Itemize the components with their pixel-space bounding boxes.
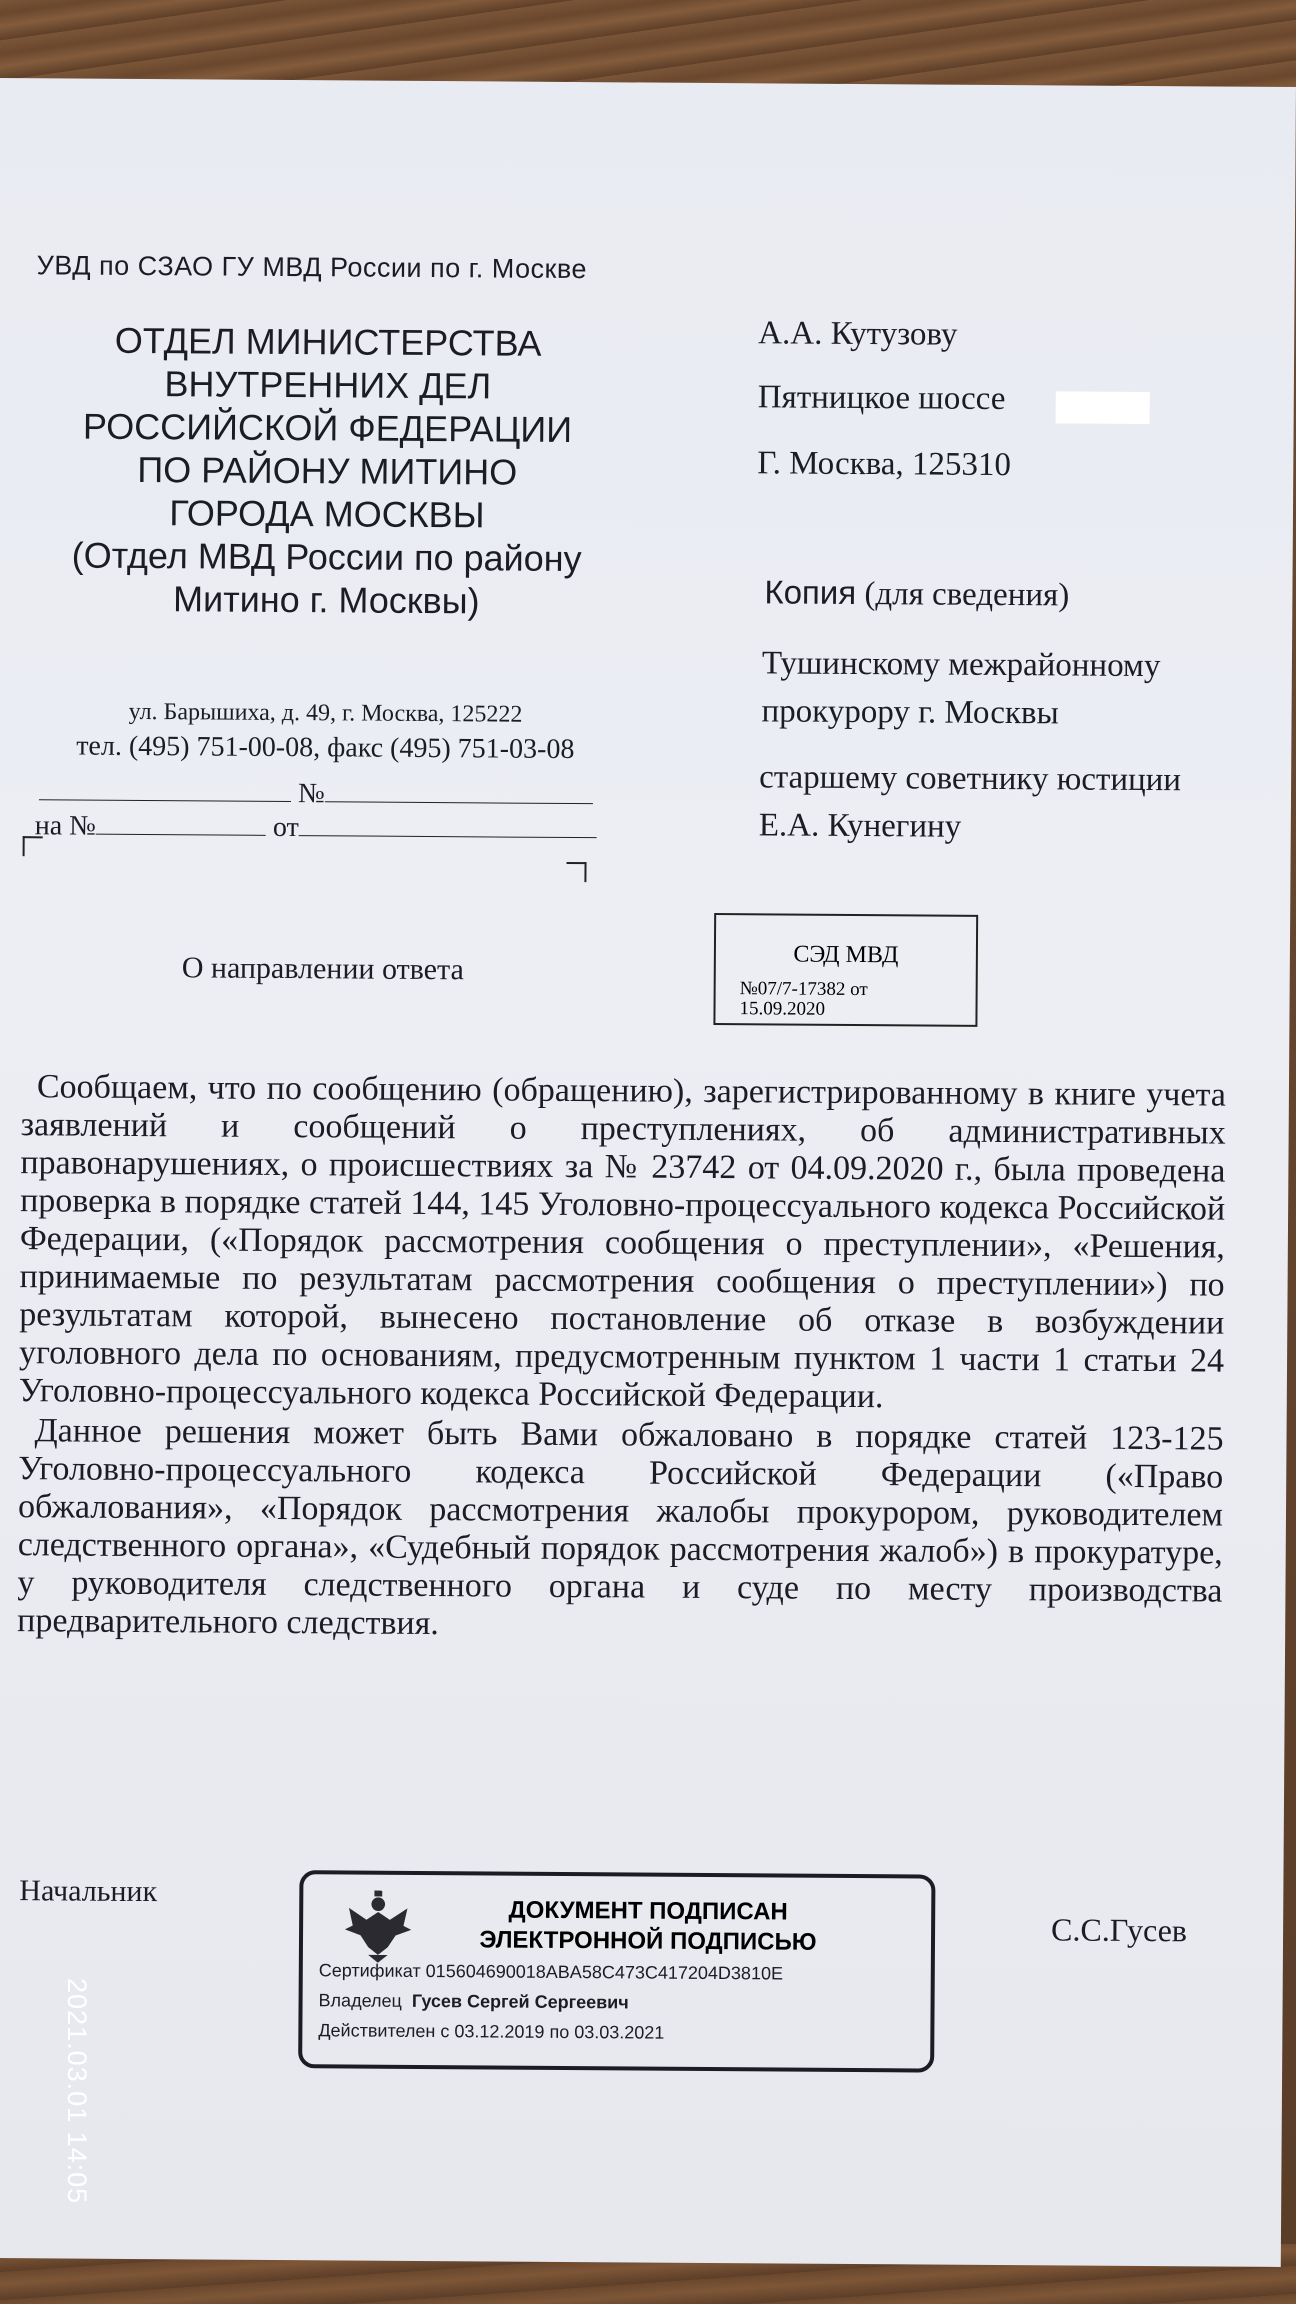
department-title-line: ВНУТРЕННИХ ДЕЛ (164, 363, 492, 407)
blank-underline (96, 812, 266, 836)
signer-position: Начальник (19, 1874, 158, 1909)
reference-prefix: на № (34, 810, 97, 842)
owner-label: Владелец (318, 1990, 402, 2011)
blank-underline (299, 813, 597, 838)
reference-from-label: от (272, 811, 299, 844)
department-address: ул. Барышиха, д. 49, г. Москва, 125222 (128, 698, 523, 728)
recipient-name: А.А. Кутузову (758, 315, 958, 353)
department-title-line: РОССИЙСКОЙ ФЕДЕРАЦИИ (82, 405, 573, 451)
signer-name: С.С.Гусев (1050, 1911, 1188, 1949)
copy-recipient-line: Тушинскому межрайонному (761, 645, 1161, 685)
stamp-date: 15.09.2020 (739, 998, 826, 1020)
department-title-line: Митино г. Москвы) (172, 578, 480, 622)
department-phone: тел. (495) 751-00-08, факс (495) 751-03-08 (76, 730, 575, 766)
blank-underline (39, 777, 291, 802)
copy-note: (для сведения) (864, 576, 1070, 614)
letter-body (17, 1068, 1226, 1648)
copy-recipient-line: старшему советнику юстиции (759, 759, 1182, 799)
stamp-number (739, 979, 867, 1020)
reference-number-line (35, 810, 597, 846)
copy-label: Копия (764, 573, 857, 611)
subject-corner-mark (23, 836, 43, 856)
letter-sheet (0, 78, 1296, 2267)
signature-title (413, 1895, 883, 1958)
department-title-line: ПО РАЙОНУ МИТИНО (137, 448, 518, 493)
stamp-number-line: №07/7-17382 от (739, 978, 868, 1001)
body-paragraph: Сообщаем, что по сообщению (обращению), зарегистрированному в книге учета заявлений и сообщений о преступлениях, об административных правонарушениях, о происшествиях за № 23742 от 04.09.2020 г., была проведена проверка в порядке статей 144, 145 Уголовно-процессуального кодекса Российской Федерации, («Порядок рассмотрения сообщения о преступлении», «Решения, принимаемые по результатам рассмотрения сообщения о преступлении») по результатам которой, вынесено постановление об отказе в возбуждении уголовного дела по основаниям, предусмотренным пунктом 1 части 1 статьи 24 Уголовно-процессуального кодекса Российской Федерации. (18, 1068, 1227, 1416)
body-paragraph: Данное решения может быть Вами обжаловано в порядке статей 123-125 Уголовно-процессуального кодекса Российской Федерации («Право обжалования», «Порядок рассмотрения жалобы прокурором, руководителем следственного органа», «Судебный порядок рассмотрения жалоб») в прокуратуре, у руководителя следственного органа и суде по месту производства предварительного следствия. (17, 1412, 1224, 1643)
department-title-line: (Отдел МВД России по району (71, 534, 582, 580)
registration-stamp (713, 913, 978, 1027)
certificate-validity: Действителен с 03.12.2019 по 03.03.2021 (318, 2020, 665, 2043)
electronic-signature-stamp (298, 1870, 935, 2072)
redaction-box (1056, 391, 1150, 424)
number-sign: № (297, 778, 325, 810)
outgoing-number-line (39, 776, 593, 812)
stamp-system: СЭД МВД (793, 941, 899, 969)
agency-header: УВД по СЗАО ГУ МВД России по г. Москве (36, 250, 588, 285)
owner-name: Гусев Сергей Сергеевич (411, 1990, 629, 2013)
blank-underline (325, 779, 593, 804)
signature-title-line: ЭЛЕКТРОННОЙ ПОДПИСЬЮ (479, 1926, 817, 1956)
copy-recipient-line: прокурору г. Москвы (761, 693, 1059, 732)
department-title-line: ОТДЕЛ МИНИСТЕРСТВА (114, 319, 542, 364)
subject-line: О направлении ответа (181, 951, 464, 987)
subject-corner-mark (566, 862, 586, 882)
signature-title-line: ДОКУМЕНТ ПОДПИСАН (508, 1896, 788, 1926)
copy-heading (764, 573, 1069, 614)
recipient-city: Г. Москва, 125310 (757, 445, 1012, 484)
photo-timestamp: 2021.03.01 14:05 (62, 1978, 92, 2205)
recipient-street: Пятницкое шоссе (757, 379, 1006, 418)
certificate-owner (319, 1990, 629, 2013)
department-title (26, 318, 628, 623)
certificate-number: Сертификат 015604690018ABA58C473C417204D3810E (318, 1960, 784, 1984)
eagle-emblem-icon (339, 1886, 418, 1965)
copy-recipient-line: Е.А. Кунегину (758, 807, 962, 845)
department-title-line: ГОРОДА МОСКВЫ (169, 492, 485, 536)
